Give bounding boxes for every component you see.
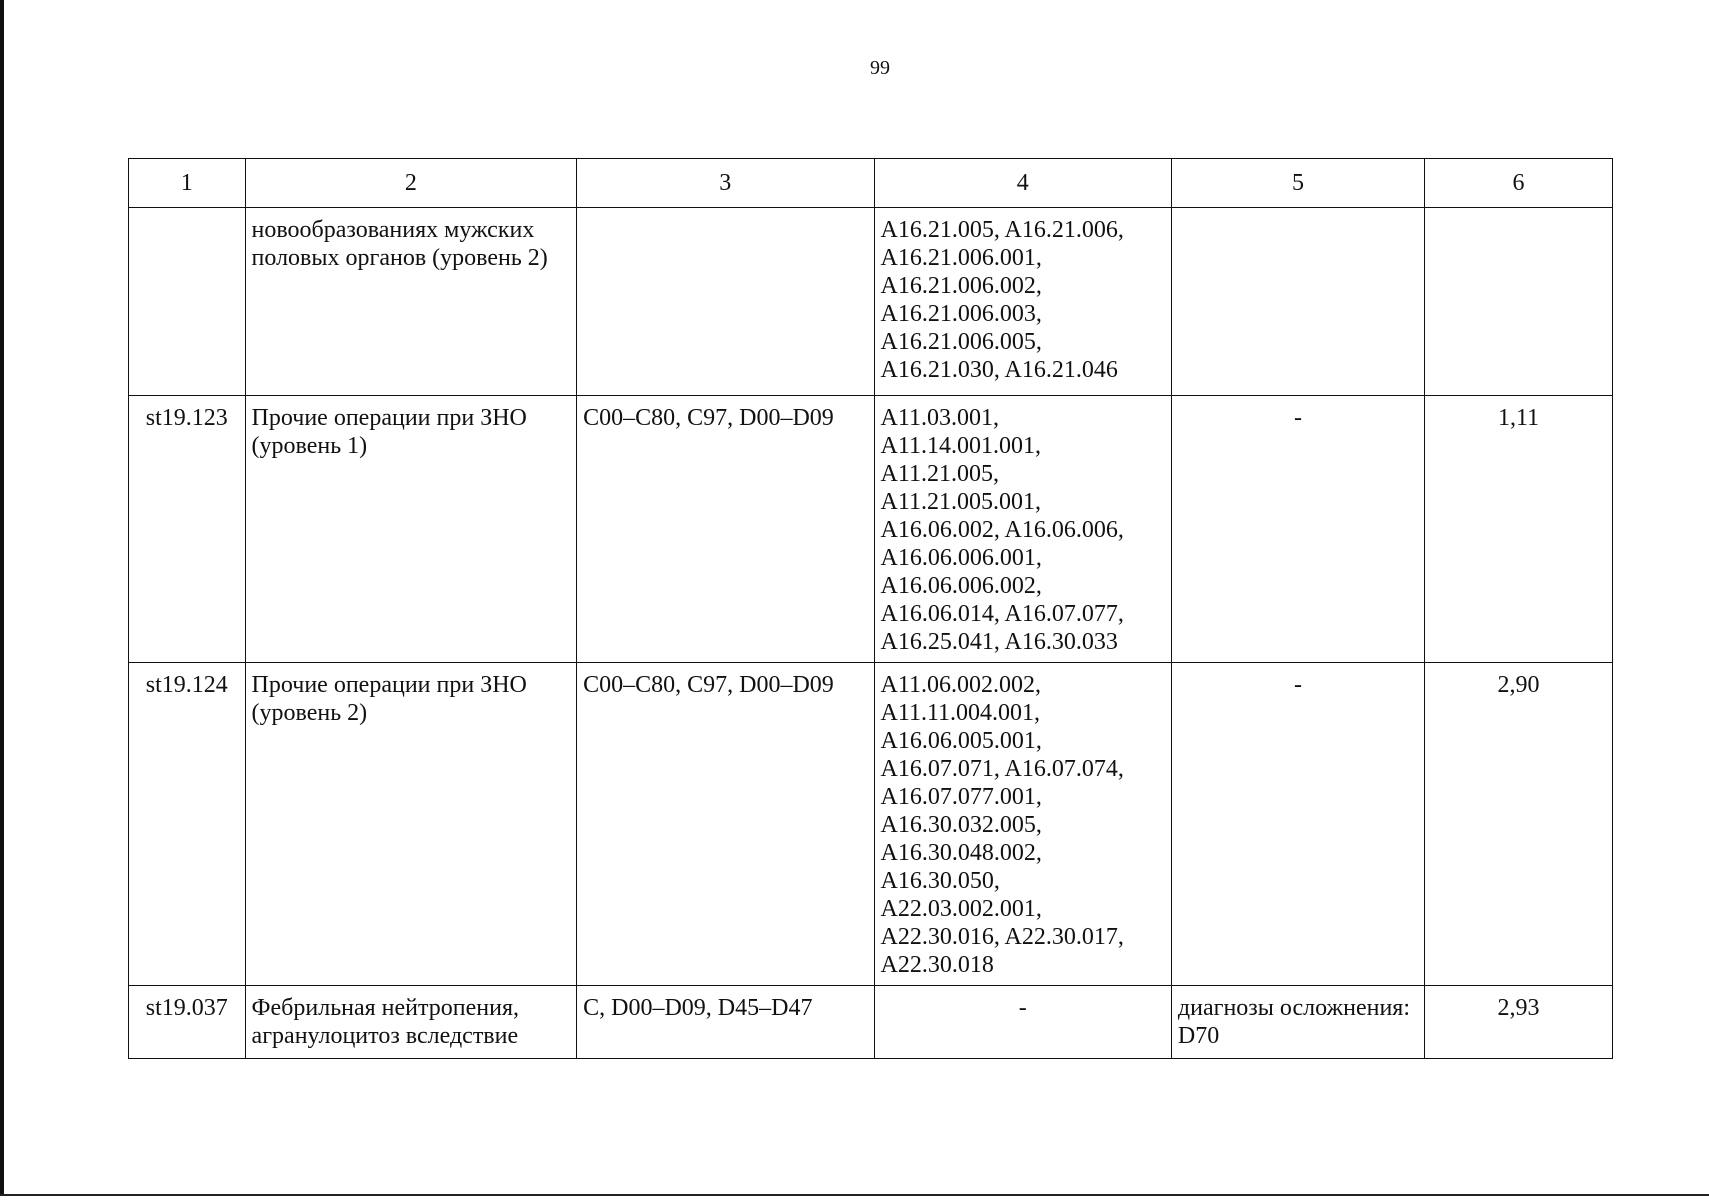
coefficient-cell: 2,93 [1425, 986, 1613, 1059]
service-code-line: A16.30.048.002, [880, 840, 1042, 866]
code-cell: st19.123 [129, 396, 246, 663]
service-code-line: A16.25.041, A16.30.033 [880, 629, 1118, 655]
service-code-line: A16.30.050, [880, 868, 1000, 894]
service-code-line: - [1018, 995, 1027, 1021]
page-bottom-border [0, 1194, 1709, 1196]
header-cell-4: 4 [874, 159, 1171, 208]
service-code-line: A16.21.005, A16.21.006, [880, 217, 1124, 243]
service-code-line: A16.30.032.005, [880, 812, 1042, 838]
coefficient-cell: 1,11 [1425, 396, 1613, 663]
code-cell [129, 208, 246, 396]
service-code-line: A16.07.077.001, [880, 784, 1042, 810]
page-number: 99 [870, 57, 890, 79]
diagnoses-cell [577, 208, 874, 396]
table-row [129, 986, 1613, 1059]
header-cell-2: 2 [245, 159, 577, 208]
services-cell [874, 986, 1171, 1059]
tariff-table [128, 158, 1613, 1059]
service-code-line: A16.07.071, A16.07.074, [880, 756, 1124, 782]
header-cell-5: 5 [1171, 159, 1424, 208]
other-criteria-cell: - [1171, 663, 1424, 986]
other-criteria-cell [1171, 208, 1424, 396]
service-code-line: A16.21.006.002, [880, 273, 1042, 299]
coefficient-cell [1425, 208, 1613, 396]
service-code-line: A16.21.006.005, [880, 329, 1042, 355]
table-row [129, 663, 1613, 986]
header-cell-6: 6 [1425, 159, 1613, 208]
name-cell: Прочие операции при ЗНО (уровень 2) [245, 663, 577, 986]
coefficient-cell: 2,90 [1425, 663, 1613, 986]
diagnoses-cell: C00–C80, C97, D00–D09 [577, 663, 874, 986]
service-code-line: A16.06.002, A16.06.006, [880, 517, 1124, 543]
service-code-line: A11.21.005, [880, 461, 999, 487]
diagnoses-cell: C00–C80, C97, D00–D09 [577, 396, 874, 663]
service-code-line: A16.21.030, A16.21.046 [880, 357, 1118, 383]
other-criteria-cell: - [1171, 396, 1424, 663]
table-row [129, 208, 1613, 396]
service-code-line: A11.21.005.001, [880, 489, 1041, 515]
diagnoses-cell: C, D00–D09, D45–D47 [577, 986, 874, 1059]
service-code-line: A22.03.002.001, [880, 896, 1042, 922]
code-cell: st19.037 [129, 986, 246, 1059]
name-cell: Прочие операции при ЗНО (уровень 1) [245, 396, 577, 663]
header-cell-3: 3 [577, 159, 874, 208]
service-code-line: A11.06.002.002, [880, 672, 1041, 698]
service-code-line: A16.21.006.003, [880, 301, 1042, 327]
service-code-line: A16.06.006.001, [880, 545, 1042, 571]
service-code-line: A11.14.001.001, [880, 433, 1041, 459]
table-row [129, 396, 1613, 663]
service-code-line: A16.06.006.002, [880, 573, 1042, 599]
services-cell [874, 663, 1171, 986]
services-cell [874, 208, 1171, 396]
code-cell: st19.124 [129, 663, 246, 986]
other-criteria-cell: диагнозы осложнения: D70 [1171, 986, 1424, 1059]
header-cell-1: 1 [129, 159, 246, 208]
service-code-line: A16.06.014, A16.07.077, [880, 601, 1124, 627]
service-code-line: A16.06.005.001, [880, 728, 1042, 754]
name-cell: Фебрильная нейтропения, агранулоцитоз вследствие [245, 986, 577, 1059]
service-code-line: A11.11.004.001, [880, 700, 1041, 726]
name-cell: новообразованиях мужских половых органов (уровень 2) [245, 208, 577, 396]
services-cell [874, 396, 1171, 663]
service-code-line: A22.30.018 [880, 952, 994, 978]
service-code-line: A22.30.016, A22.30.017, [880, 924, 1124, 950]
service-code-line: A11.03.001, [880, 405, 999, 431]
page-left-border [0, 0, 4, 1196]
header-row [129, 159, 1613, 208]
service-code-line: A16.21.006.001, [880, 245, 1042, 271]
